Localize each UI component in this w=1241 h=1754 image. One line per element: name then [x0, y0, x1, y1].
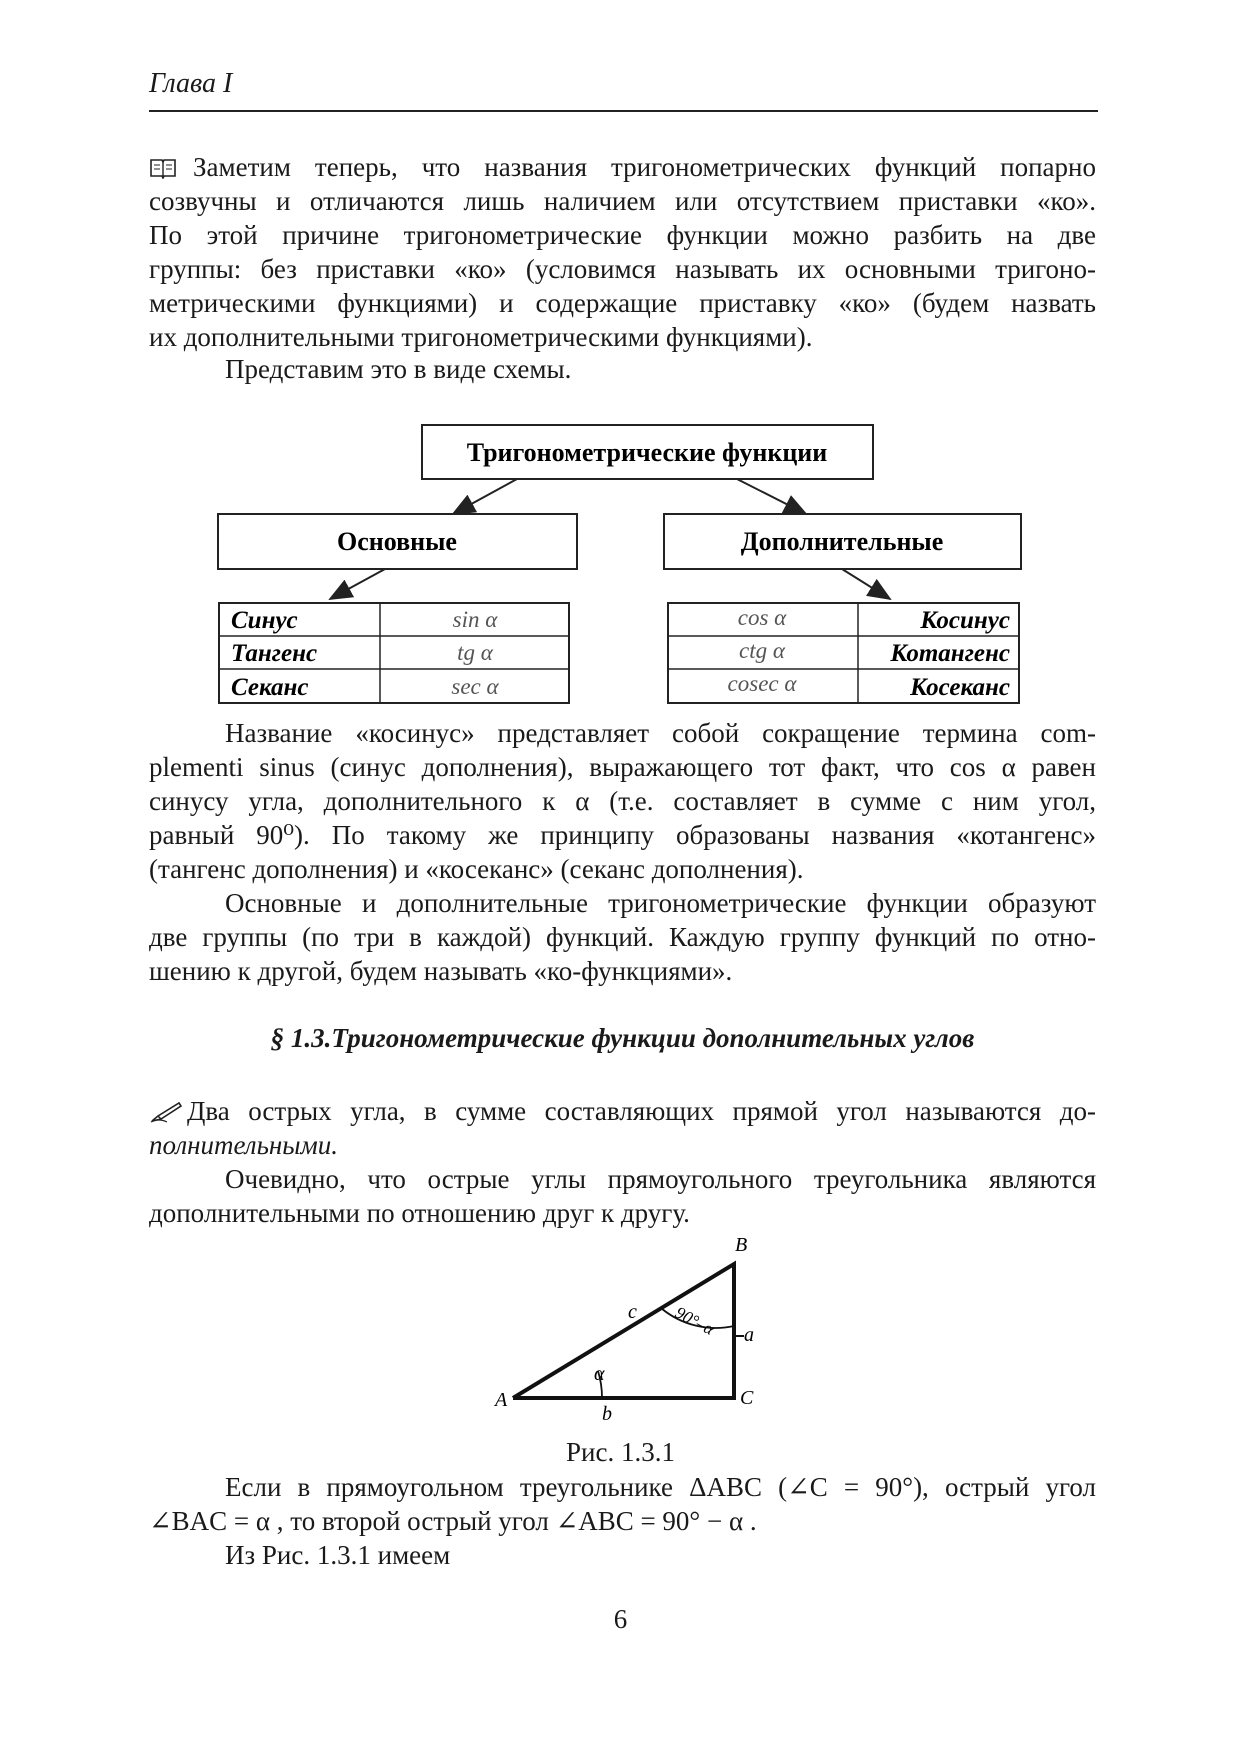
left-group-label: Основные	[337, 527, 457, 556]
right-table	[668, 603, 1019, 703]
right-row-name: Косинус	[920, 607, 1010, 634]
left-row-name: Тангенс	[231, 640, 318, 667]
arrow-to-right-table	[842, 569, 890, 599]
right-row-name: Косеканс	[910, 674, 1010, 701]
right-row-symbol: cos α	[737, 605, 787, 630]
page-number: 6	[613, 1604, 628, 1634]
cofunctions-line-1: Основные и дополнительные тригонометрические функции образуют	[225, 888, 1096, 918]
paragraph-definition	[149, 1094, 1096, 1162]
paragraph-from-figure	[149, 1538, 1096, 1572]
intro-line-4: группы: без приставки «ко» (условимся называть их основными тригоно-	[149, 254, 1096, 284]
section-heading: § 1.3.Тригонометрические функции дополнительных углов	[270, 1023, 975, 1053]
cosine-line-2: plementi sinus (синус дополнения), выражающего тот факт, что cos α равен	[149, 752, 1096, 782]
triangle-line-2: ∠BAC = α , то второй острый угол ∠ABC = 90° − α .	[149, 1506, 757, 1536]
intro-line-6: их дополнительными тригонометрическими функциями).	[149, 322, 813, 352]
paragraph-cofunctions	[149, 886, 1096, 988]
angle-complement-label: 90°–α	[672, 1302, 718, 1339]
arrow-to-left	[453, 479, 517, 514]
pencil-icon	[149, 1100, 183, 1124]
side-a-label: a	[744, 1324, 754, 1346]
left-row-name: Синус	[231, 607, 298, 634]
cosine-line-3: синусу угла, дополнительного к α (т.е. составляет в сумме с ним угол,	[149, 786, 1096, 816]
cosine-line-4: равный 90⁰). По такому же принципу образованы названия «котангенс»	[149, 820, 1096, 850]
root-label: Тригонометрические функции	[466, 438, 828, 467]
paragraph-triangle	[149, 1470, 1096, 1538]
acute-line-1: Очевидно, что острые углы прямоугольного треугольника являются	[225, 1164, 1096, 1194]
triangle-figure	[493, 1234, 754, 1425]
definition-line-2: полнительными.	[149, 1130, 339, 1160]
right-group-label: Дополнительные	[740, 527, 944, 556]
arrow-to-left-table	[330, 569, 385, 599]
side-c-label: c	[628, 1301, 637, 1323]
figure-caption: Рис. 1.3.1	[566, 1437, 675, 1467]
cosine-line-1: Название «косинус» представляет собой сокращение термина com-	[225, 718, 1096, 748]
definition-line-1: Два острых угла, в сумме составляющих прямой угол называются до-	[187, 1096, 1096, 1126]
paragraph-cosine-name	[149, 716, 1096, 886]
right-row-symbol: ctg α	[739, 638, 785, 663]
from-figure-line: Из Рис. 1.3.1 имеем	[225, 1540, 451, 1570]
angle-alpha-label: α	[594, 1363, 605, 1385]
vertex-C-label: C	[740, 1387, 754, 1409]
cofunctions-line-2: две группы (по три в каждой) функций. Каждую группу функций по отно-	[149, 922, 1096, 952]
left-row-symbol: sec α	[451, 674, 499, 699]
triangle-line-1: Если в прямоугольном треугольнике ΔABC (∠C = 90°), острый угол	[225, 1472, 1096, 1502]
intro-line-3: По этой причине тригонометрические функции можно разбить на две	[149, 220, 1096, 250]
intro-line-5: метрическими функциями) и содержащие приставку «ко» (будем назвать	[149, 288, 1096, 318]
chapter-header: Глава I	[149, 68, 233, 99]
cofunctions-line-3: шению к другой, будем называть «ко-функциями».	[149, 956, 733, 986]
left-row-symbol: tg α	[457, 640, 493, 665]
intro-line-2: созвучны и отличаются лишь наличием или отсутствием приставки «ко».	[149, 186, 1096, 216]
side-b-label: b	[602, 1403, 612, 1425]
arrow-to-right	[737, 479, 806, 514]
intro-line-1: Заметим теперь, что названия тригонометрических функций попарно	[193, 152, 1096, 182]
right-row-symbol: cosec α	[727, 671, 797, 696]
cosine-line-5: (тангенс дополнения) и «косеканс» (секанс дополнения).	[149, 854, 804, 884]
right-row-name: Котангенс	[890, 640, 1010, 667]
left-row-name: Секанс	[231, 674, 309, 701]
paragraph-acute-angles	[149, 1162, 1096, 1230]
vertex-A-label: A	[495, 1389, 508, 1411]
scheme-intro-line: Представим это в виде схемы.	[225, 354, 572, 384]
acute-line-2: дополнительными по отношению друг к другу.	[149, 1198, 690, 1228]
left-table	[219, 603, 569, 703]
vertex-B-label: B	[735, 1234, 748, 1256]
left-row-symbol: sin α	[452, 607, 498, 632]
